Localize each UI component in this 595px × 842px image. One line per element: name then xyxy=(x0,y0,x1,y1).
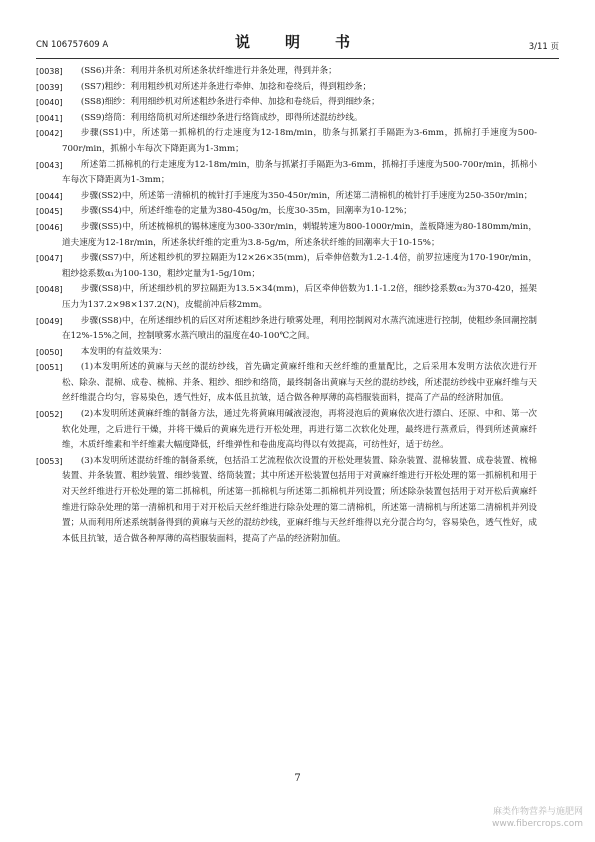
watermark-url: www.fibercrops.com xyxy=(492,819,583,829)
paragraph-text: 步骤(SS1)中，所述第一抓棉机的行走速度为12-18m/min，肋条与抓紧打手隔距为3-6mm，抓棉打手速度为500-700r/min，抓棉小车每次下降距离为1-3mm； xyxy=(62,128,537,154)
paragraph-text: (SS7)粗纱：利用粗纱机对所述并条进行牵伸、加捻和卷绕后，得到粗纱条； xyxy=(80,81,372,92)
page-counter: 3/11 页 xyxy=(528,42,559,52)
paragraph-number: [0044] xyxy=(36,191,63,201)
paragraph xyxy=(36,80,537,96)
paragraph xyxy=(36,407,537,454)
paragraph-number: [0053] xyxy=(36,456,63,466)
header-divider xyxy=(36,58,559,59)
paragraph-number: [0040] xyxy=(36,98,63,108)
paragraph xyxy=(36,95,537,111)
paragraph xyxy=(36,282,537,313)
paragraph-number: [0045] xyxy=(36,207,63,217)
paragraph xyxy=(36,360,537,407)
paragraph-text: (SS9)络筒：利用络筒机对所述细纱条进行络筒成纱，即得所述混纺纱线。 xyxy=(80,112,363,123)
paragraph-text: 步骤(SS4)中，所述纤维卷的定量为380-450g/m，长度30-35m，回潮率为10-12%； xyxy=(80,206,412,217)
paragraph xyxy=(36,158,537,189)
page-number: 7 xyxy=(294,773,301,784)
paragraph-text: (2)本发明所述黄麻纤维的制备方法，通过先将黄麻用碱液浸泡，再将浸泡后的黄麻依次进行漂白、还原、中和、第一次软化处理，之后进行干燥，并将干燥后的黄麻先进行开松处理，再进行第二次软化处理，最终进行蒸煮后，得到所述黄麻纤维，木质纤维素和半纤维素大幅度降低，纤维弹性和卷曲度高均得以有效提高，可纺性好，适于纺丝。 xyxy=(62,409,537,451)
paragraph-text: (1)本发明所述的黄麻与天丝的混纺纱线，首先确定黄麻纤维和天丝纤维的重量配比，之后采用本发明方法依次进行开松、除杂、混棉、成卷、梳棉、并条、粗纱、细纱和络筒，最终制备出黄麻与天丝的混纺纱线，所述混纺纱线中亚麻纤维与天丝纤维混合均匀，容易染色，透气性好，成本低且抗皱，适合做各种厚薄的高档服装面料，提高了产品的经济附加值。 xyxy=(62,362,537,404)
paragraph-text: 步骤(SS7)中，所述粗纱机的罗拉隔距为12×26×35(mm)，后牵伸倍数为1.2-1.4倍，前罗拉速度为170-190r/min，粗纱捻系数α₁为100-130，粗纱定量为1-5g/10m； xyxy=(62,253,537,279)
paragraph-number: [0050] xyxy=(36,347,63,357)
paragraph-text: 步骤(SS2)中，所述第一清棉机的梳针打手速度为350-450r/min，所述第二清棉机的梳针打手速度为250-350r/min； xyxy=(80,190,533,201)
paragraph xyxy=(36,64,537,80)
paragraph-text: 步骤(SS8)中，所述细纱机的罗拉隔距为13.5×34(mm)，后区牵伸倍数为1.1-1.2倍，细纱捻系数α₂为370-420，摇架压力为137.2×98×137.2(N)，皮辊前冲后移2mm。 xyxy=(62,284,537,310)
paragraph-text: (SS8)细纱：利用细纱机对所述粗纱条进行牵伸、加捻和卷绕后，得到细纱条； xyxy=(80,97,380,108)
paragraph-number: [0052] xyxy=(36,410,63,420)
document-body xyxy=(36,64,537,547)
page-header xyxy=(36,28,559,56)
paragraph xyxy=(36,454,537,548)
paragraph-text: 步骤(SS8)中，在所述细纱机的后区对所述粗纱条进行喷雾处理，利用控制阀对水蒸汽流速进行控制，使粗纱条回潮控制在12%-15%之间，控制喷雾水蒸汽喷出的温度在40-100℃之间。 xyxy=(62,315,537,342)
paragraph-text: (3)本发明所述混纺纤维的制备系统，包括沿工艺流程依次设置的开松处理装置、除杂装置、混棉装置、成卷装置、梳棉装置、并条装置、粗纱装置、细纱装置、络筒装置；其中所述开松装置包括用于对黄麻纤维进行开松处理的第一抓棉机和用于对天丝纤维进行开松处理的第二抓棉机，所述第一抓棉机与所述第二抓棉机并列设置；所述除杂装置包括用于对开松后黄麻纤维进行除杂处理的第一清棉机和用于对开松后天丝纤维进行除杂处理的第二清棉机，所述第一清棉机与所述第二清棉机并列设置；从而利用所述系统制备得到的黄麻与天丝的混纺纱线，亚麻纤维与天丝纤维得以充分混合均匀，容易染色，透气性好，成本低且抗皱，适合做各种厚薄的高档服装面料，提高了产品的经济附加值。 xyxy=(62,455,537,544)
page-title: 说 明 书 xyxy=(234,33,360,51)
paragraph xyxy=(36,204,537,220)
paragraph xyxy=(36,314,537,345)
watermark-site-name: 麻类作物营养与施肥网 xyxy=(492,807,583,817)
patent-number: CN 106757609 A xyxy=(36,40,109,50)
paragraph-number: [0047] xyxy=(36,254,63,264)
paragraph xyxy=(36,251,537,282)
paragraph-number: [0046] xyxy=(36,222,63,232)
paragraph-number: [0042] xyxy=(36,129,63,139)
paragraph xyxy=(36,126,537,157)
paragraph-text: 步骤(SS5)中，所述梳棉机的锡林速度为300-330r/min，刺辊转速为800-1000r/min，盖板降速为80-180mm/min，道夫速度为12-18r/min，所述条状纤维的定重为3.8-5g/m，所述条状纤维的回潮率大于10-15%； xyxy=(62,221,537,248)
paragraph-number: [0039] xyxy=(36,82,63,92)
paragraph xyxy=(36,111,537,127)
paragraph-text: 本发明的有益效果为： xyxy=(80,346,167,357)
paragraph-number: [0049] xyxy=(36,316,63,326)
paragraph-text: (SS6)并条：利用并条机对所述条状纤维进行并条处理，得到并条； xyxy=(80,66,337,76)
paragraph-number: [0051] xyxy=(36,363,63,373)
paragraph xyxy=(36,345,537,361)
paragraph-number: [0048] xyxy=(36,285,63,295)
paragraph xyxy=(36,220,537,251)
paragraph-text: 所述第二抓棉机的行走速度为12-18m/min，肋条与抓紧打手隔距为3-6mm，抓棉打手速度为500-700r/min，抓棉小车每次下降距离为1-3mm； xyxy=(62,159,537,186)
paragraph xyxy=(36,189,537,205)
paragraph-number: [0041] xyxy=(36,113,63,123)
paragraph-number: [0043] xyxy=(36,160,63,170)
watermark xyxy=(492,806,583,830)
paragraph-number: [0038] xyxy=(36,67,63,76)
